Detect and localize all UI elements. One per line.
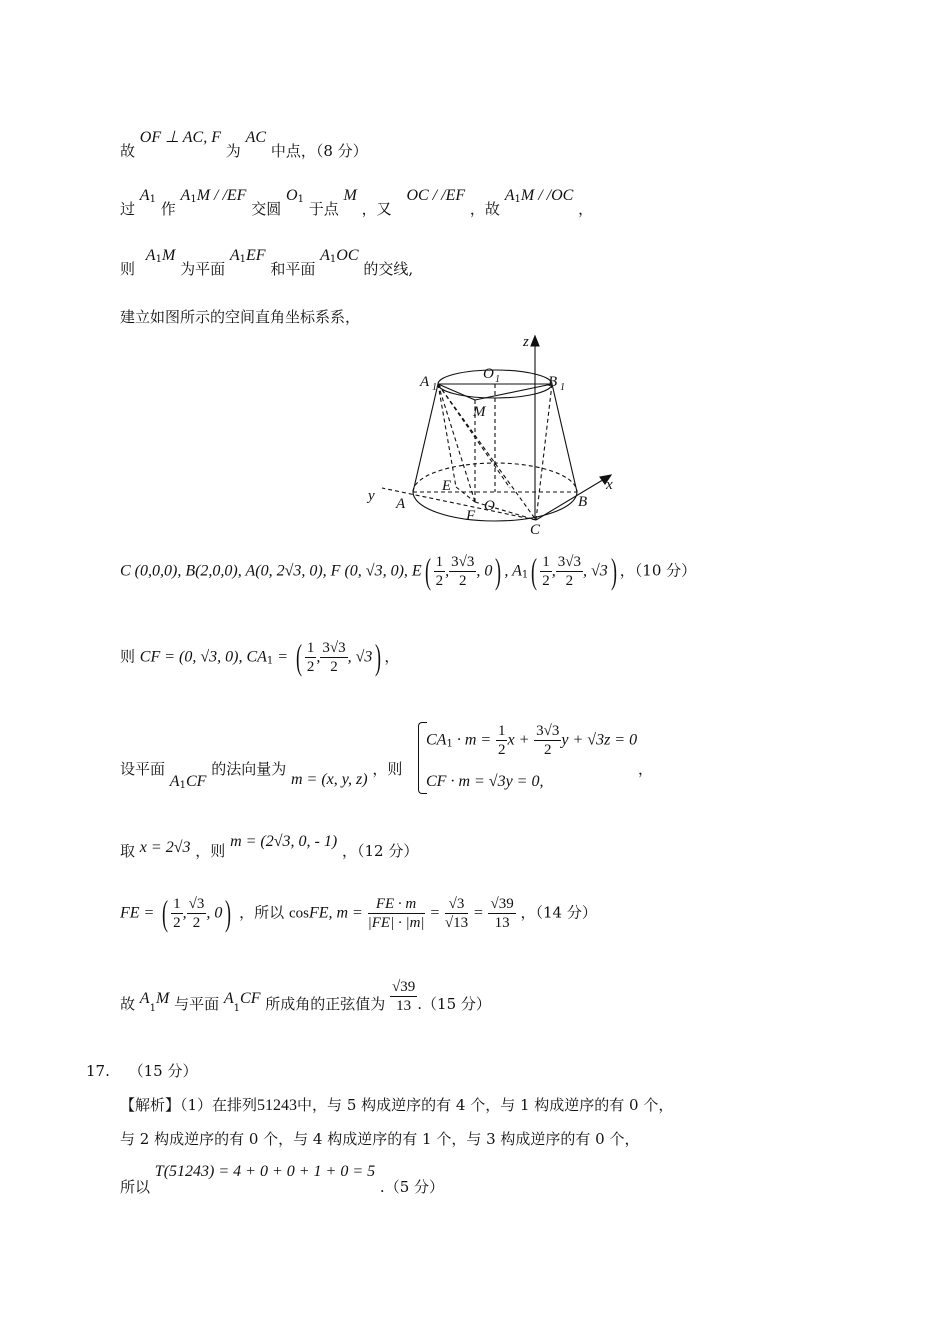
math-expr: m = (2√3, 0, - 1) [230, 833, 338, 850]
math-expr: · m = [452, 731, 492, 749]
text: 和平面 [270, 260, 316, 278]
score-note: （15 分） [128, 1062, 198, 1080]
math-expr: , A [504, 562, 522, 580]
text: 的交线, [363, 260, 414, 278]
math-expr: OC / /EF [406, 187, 466, 204]
text: 中，与 5 构成逆序的有 4 个，与 1 构成逆序的有 0 个， [297, 1096, 674, 1114]
label-b: B [578, 494, 588, 510]
text: 所以 [120, 1178, 151, 1196]
math-expr: 51243 [257, 1097, 298, 1114]
math-expr: , 0 [476, 562, 493, 580]
text: 所成角的正弦值为 [265, 995, 386, 1013]
math-expr: , √3 [347, 648, 373, 666]
text: 中点，（8 分） [270, 142, 368, 160]
math-expr: y + √3z = 0 [561, 731, 638, 749]
text: ，则 [372, 760, 403, 778]
text: 与平面 [174, 995, 220, 1013]
line-3: 则 $A_1M$ 为平面 $A_1EF$ 和平面 $A_1OC$ 的交线, [120, 247, 414, 278]
fraction: $\frac{3√3}{2}$ [451, 554, 475, 590]
bottom-ellipse-front [413, 492, 577, 521]
math-expr: AC [245, 129, 267, 146]
text: 设平面 [120, 760, 166, 778]
math-expr: x = 2√3 [139, 839, 191, 856]
label-m: M [473, 404, 486, 420]
label-c: C [530, 522, 541, 538]
math-expr: CF [240, 990, 261, 1007]
score-note: ，（14 分） [520, 903, 597, 922]
math-expr: EF [246, 247, 266, 264]
fraction: $\frac{√3}{√13}$ [444, 896, 469, 932]
side-right [552, 384, 577, 492]
label-sub: 1 [495, 374, 500, 385]
math-expr: A [320, 247, 330, 264]
text: 则 [120, 647, 136, 666]
line-4: 建立如图所示的空间直角坐标系系， [120, 308, 361, 326]
text: 故 [120, 142, 136, 160]
math-expr: M [343, 187, 357, 204]
label-e: E [442, 478, 452, 494]
math-expr: A [139, 187, 150, 204]
label-o1: O [483, 366, 494, 382]
math-expr: M / /EF [196, 187, 247, 204]
text: 故 [120, 995, 136, 1013]
math-expr: A [180, 187, 191, 204]
label-a: A [396, 496, 406, 512]
math-expr: O [286, 187, 298, 204]
fraction: $\frac{1}{2}$ [173, 896, 181, 932]
text: ，故 [469, 200, 500, 218]
math-expr: CF · m = √3y = 0, [426, 773, 544, 790]
line-2: 过 $A_1$ 作 $A_1M / /EF$ 交圆 $O_1$ 于点 M ，又 OC / /EF ，故 $A_1M / /OC$ ， [120, 187, 594, 218]
fraction: $\frac{FE \cdot m}{|FE| \cdot |m|}$ [367, 896, 425, 932]
a1-e [438, 384, 456, 487]
math-expr: CA [426, 731, 447, 749]
math-expr: A [504, 187, 515, 204]
side-left [413, 384, 438, 492]
fraction: $\frac{1}{2}$ [497, 723, 506, 758]
math-expr: FE = [120, 904, 155, 922]
text: 则 [120, 260, 136, 278]
text: ，又 [361, 200, 392, 218]
text: 【解析】（1）在排列 [120, 1096, 258, 1114]
label-f: F [466, 508, 476, 524]
fraction: $\frac{√39}{13}$ [490, 896, 514, 932]
line-10: 故 $A_1M$ 与平面 $A_1CF$ 所成角的正弦值为 $\frac{√39}{13}$ .（15 分） [120, 979, 491, 1014]
line-7-normal-vector: 设平面 $A_1CF$ 的法向量为 m = (x, y, z) ，则 [120, 760, 403, 791]
label-sub: 1 [432, 382, 437, 393]
text: ， [578, 200, 594, 218]
score-note: .（5 分） [379, 1178, 445, 1196]
text: 交圆 [251, 200, 282, 218]
line-5-coordinates: C (0,0,0), B(2,0,0), A(0, 2√3, 0), F (0, √3, 0), E( $\frac{1}{2}$ , $\frac{3√3}{2}$ , 0) , $A_1$( $\frac{1}{2}$ , $\frac{3√3}{2}$ , √3) ，（10 分） [120, 551, 697, 591]
fraction: $\frac{3√3}{2}$ [557, 554, 581, 590]
label-b1: B [548, 374, 558, 390]
math-expr: A [223, 990, 234, 1007]
math-expr: T(51243) = 4 + 0 + 0 + 1 + 0 = 5 [154, 1163, 376, 1180]
math-expr: = [273, 648, 289, 666]
math-expr: M [161, 247, 176, 264]
z-arrow [531, 336, 539, 346]
math-expr: CF [185, 773, 207, 790]
text: 的法向量为 [211, 760, 287, 778]
math-expr: CF = (0, √3, 0), CA [139, 648, 267, 666]
question-17-header [86, 1062, 198, 1080]
math-expr: OF ⊥ AC, F [139, 129, 221, 146]
label-x: x [606, 477, 613, 493]
b1-c [536, 384, 552, 520]
text: 作 [160, 200, 176, 218]
text: ，则 [195, 842, 226, 860]
label-y: y [368, 488, 375, 504]
math-expr: A [145, 247, 156, 264]
label-z: z [523, 334, 529, 350]
text: 为平面 [180, 260, 226, 278]
fraction: $\frac{1}{2}$ [306, 640, 315, 676]
line-13 [120, 1162, 445, 1196]
label-sub: 1 [560, 382, 565, 393]
math-expr: , 0 [206, 904, 223, 922]
system-row-2 [426, 772, 543, 791]
line-9: FE = ( $\frac{1}{2}$ , $\frac{√3}{2}$ , 0) ，所以 cosFE, m = $\frac{FE \cdot m}{|FE| \cdot |m|}$ = $\frac{√3}{√13}$ = $\frac{√39}{13}$ ，（14 分） [120, 893, 597, 933]
math-cos: cos [288, 905, 309, 922]
math-expr: A [229, 247, 240, 264]
text: 为 [225, 142, 241, 160]
fraction: $\frac{3√3}{2}$ [536, 723, 560, 758]
text: 于点 [308, 200, 339, 218]
label-o: O [484, 498, 495, 514]
text: ，（12 分） [341, 842, 419, 860]
system-row-1: $CA_1 \cdot m$ = $\frac{1}{2}$ x + $\frac{3√3}{2}$ y + √3z = 0 [426, 723, 638, 758]
score-note: ，（10 分） [619, 561, 697, 580]
math-expr: OC [336, 247, 359, 264]
text: ， [638, 760, 654, 778]
question-number: 17. [86, 1062, 110, 1080]
fraction: $\frac{√3}{2}$ [188, 896, 205, 932]
math-expr: M [155, 990, 170, 1007]
math-expr: M / /OC [520, 187, 574, 204]
math-expr: m = (x, y, z) [290, 771, 368, 788]
frustum-figure [360, 332, 620, 542]
math-expr: C (0,0,0), B(2,0,0), A(0, 2√3, 0), F (0, √3, 0), E [120, 562, 422, 580]
fraction: $\frac{3√3}{2}$ [322, 640, 346, 676]
fraction: $\frac{√39}{13}$ [392, 979, 416, 1014]
fraction: $\frac{1}{2}$ [542, 554, 550, 590]
math-expr: x + [507, 731, 530, 749]
text: 过 [120, 200, 136, 218]
math-expr: A [169, 773, 180, 790]
text: ，所以 [239, 903, 285, 922]
math-expr: = [429, 904, 441, 922]
line-12: 与 2 构成逆序的有 0 个，与 4 构成逆序的有 1 个，与 3 构成逆序的有 0 个， [120, 1130, 640, 1148]
math-expr: A [139, 990, 150, 1007]
label-a1: A [420, 374, 430, 390]
text: ， [384, 647, 400, 666]
fraction: $\frac{1}{2}$ [435, 554, 444, 590]
score-note: .（15 分） [417, 995, 491, 1013]
line-6: 则 CF = (0, √3, 0), $CA_1$ = ( $\frac{1}{2}$ , $\frac{3√3}{2}$ , √3) ， [120, 637, 400, 677]
text: 取 [120, 842, 136, 860]
math-expr: = [472, 904, 484, 922]
x-axis [536, 478, 606, 520]
line-11 [120, 1096, 673, 1115]
line-1 [120, 128, 368, 160]
line-8 [120, 832, 419, 860]
math-expr: FE, m = [308, 904, 363, 922]
math-expr: , √3 [583, 562, 608, 580]
